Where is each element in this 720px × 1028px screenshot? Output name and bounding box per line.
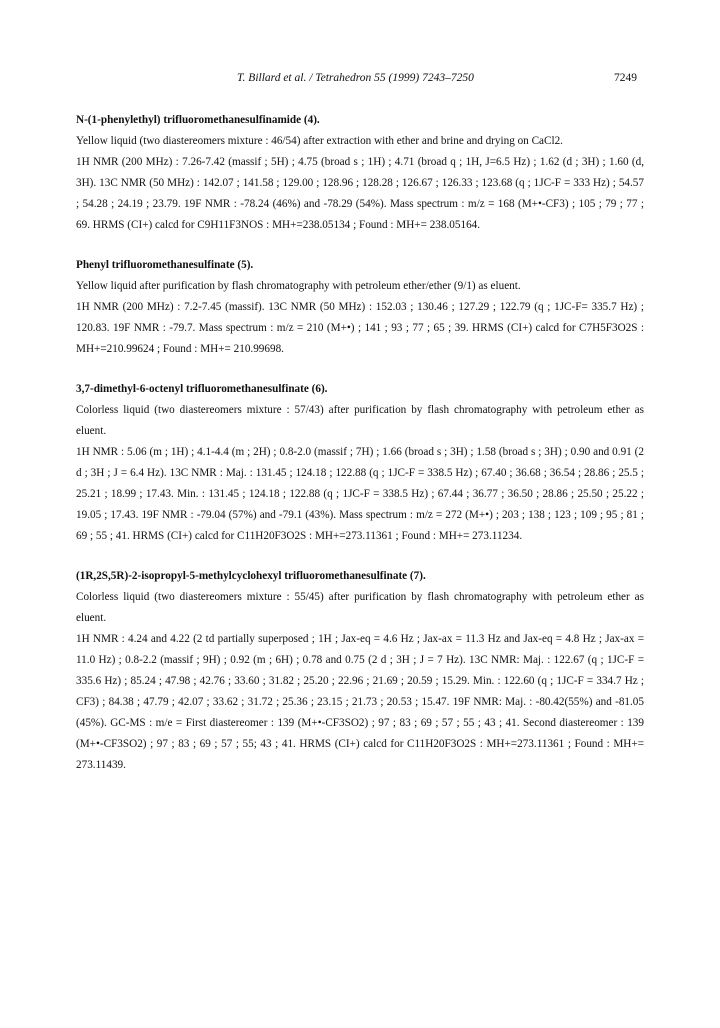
compound-description: Colorless liquid (two diastereomers mixture : 55/45) after purification by flash chromatography with petroleum ether as eluent. [76,591,644,624]
article-body [76,110,644,795]
spectral-data: 1H NMR : 4.24 and 4.22 (2 td partially superposed ; 1H ; Jax-eq = 4.6 Hz ; Jax-ax = 11.3 Hz and Jax-eq = 4.8 Hz ; Jax-ax = 11.0 Hz) ; 0.8-2.2 (massif ; 9H) ; 0.92 (m ; 6H) ; 0.78 and 0.75 (2 d ; 3H ; J = 7 Hz). 13C NMR: Maj. : 122.67 (q ; 1JC-F = 335.6 Hz) ; 85.24 ; 47.98 ; 42.76 ; 33.60 ; 31.82 ; 25.20 ; 22.96 ; 21.69 ; 20.59 ; 15.29. Min. : 122.60 (q ; 1JC-F = 334.7 Hz ; CF3) ; 84.38 ; 47.79 ; 42.07 ; 33.62 ; 31.72 ; 25.36 ; 23.15 ; 21.73 ; 20.53 ; 15.47. 19F NMR: Maj. : -80.42(55%) and -81.05 (45%). GC-MS : m/e = First diastereomer : 139 (M+•-CF3SO2) ; 97 ; 83 ; 69 ; 57 ; 55 ; 43 ; 41. Second diastereomer : 139 (M+•-CF3SO2) ; 97 ; 83 ; 69 ; 57 ; 55; 43 ; 41. HRMS (CI+) calcd for C11H20F3O2S : MH+=273.11361 ; Found : MH+= 273.11439. [76,633,644,771]
compound-description: Yellow liquid (two diastereomers mixture : 46/54) after extraction with ether and brine and drying on CaCl2. [76,135,563,147]
compound-section [76,110,644,236]
compound-title: N-(1-phenylethyl) trifluoromethanesulfinamide (4). [76,114,320,126]
compound-section [76,379,644,547]
compound-section [76,255,644,360]
compound-title: Phenyl trifluoromethanesulfinate (5). [76,259,254,271]
spectral-data: 1H NMR (200 MHz) : 7.26-7.42 (massif ; 5H) ; 4.75 (broad s ; 1H) ; 4.71 (broad q ; 1H, J=6.5 Hz) ; 1.62 (d ; 3H) ; 1.60 (d, 3H). 13C NMR (50 MHz) : 142.07 ; 141.58 ; 129.00 ; 128.96 ; 128.28 ; 126.67 ; 126.33 ; 123.68 (q ; 1JC-F = 333 Hz) ; 54.57 ; 54.28 ; 24.19 ; 23.79. 19F NMR : -78.24 (46%) and -78.29 (54%). Mass spectrum : m/z = 168 (M+•-CF3) ; 105 ; 79 ; 77 ; 69. HRMS (CI+) calcd for C9H11F3NOS : MH+=238.05134 ; Found : MH+= 238.05164. [76,156,644,231]
compound-section [76,566,644,776]
page-number: 7249 [614,72,637,84]
compound-description: Yellow liquid after purification by flash chromatography with petroleum ether/ether (9/1) as eluent. [76,280,521,292]
running-header [0,72,720,88]
running-title: T. Billard et al. / Tetrahedron 55 (1999) 7243–7250 [237,72,474,84]
compound-description: Colorless liquid (two diastereomers mixture : 57/43) after purification by flash chromatography with petroleum ether as eluent. [76,404,644,437]
spectral-data: 1H NMR (200 MHz) : 7.2-7.45 (massif). 13C NMR (50 MHz) : 152.03 ; 130.46 ; 127.29 ; 122.79 (q ; 1JC-F= 335.7 Hz) ; 120.83. 19F NMR : -79.7. Mass spectrum : m/z = 210 (M+•) ; 141 ; 93 ; 77 ; 65 ; 39. HRMS (CI+) calcd for C7H5F3O2S : MH+=210.99624 ; Found : MH+= 210.99698. [76,301,644,355]
spectral-data: 1H NMR : 5.06 (m ; 1H) ; 4.1-4.4 (m ; 2H) ; 0.8-2.0 (massif ; 7H) ; 1.66 (broad s ; 3H) ; 1.58 (broad s ; 3H) ; 0.90 and 0.91 (2 d ; 3H ; J = 6.4 Hz). 13C NMR : Maj. : 131.45 ; 124.18 ; 122.88 (q ; 1JC-F = 338.5 Hz) ; 67.40 ; 36.68 ; 36.54 ; 28.86 ; 25.5 ; 25.21 ; 18.99 ; 17.43. Min. : 131.45 ; 124.18 ; 122.88 (q ; 1JC-F = 338.5 Hz) ; 67.44 ; 36.77 ; 36.50 ; 28.86 ; 25.50 ; 25.22 ; 19.05 ; 17.43. 19F NMR : -79.04 (57%) and -79.1 (43%). Mass spectrum : m/z = 272 (M+•) ; 203 ; 138 ; 123 ; 109 ; 95 ; 81 ; 69 ; 55 ; 41. HRMS (CI+) calcd for C11H20F3O2S : MH+=273.11361 ; Found : MH+= 273.11234. [76,446,644,542]
compound-title: 3,7-dimethyl-6-octenyl trifluoromethanesulfinate (6). [76,383,328,395]
compound-title: (1R,2S,5R)-2-isopropyl-5-methylcyclohexyl trifluoromethanesulfinate (7). [76,570,426,582]
